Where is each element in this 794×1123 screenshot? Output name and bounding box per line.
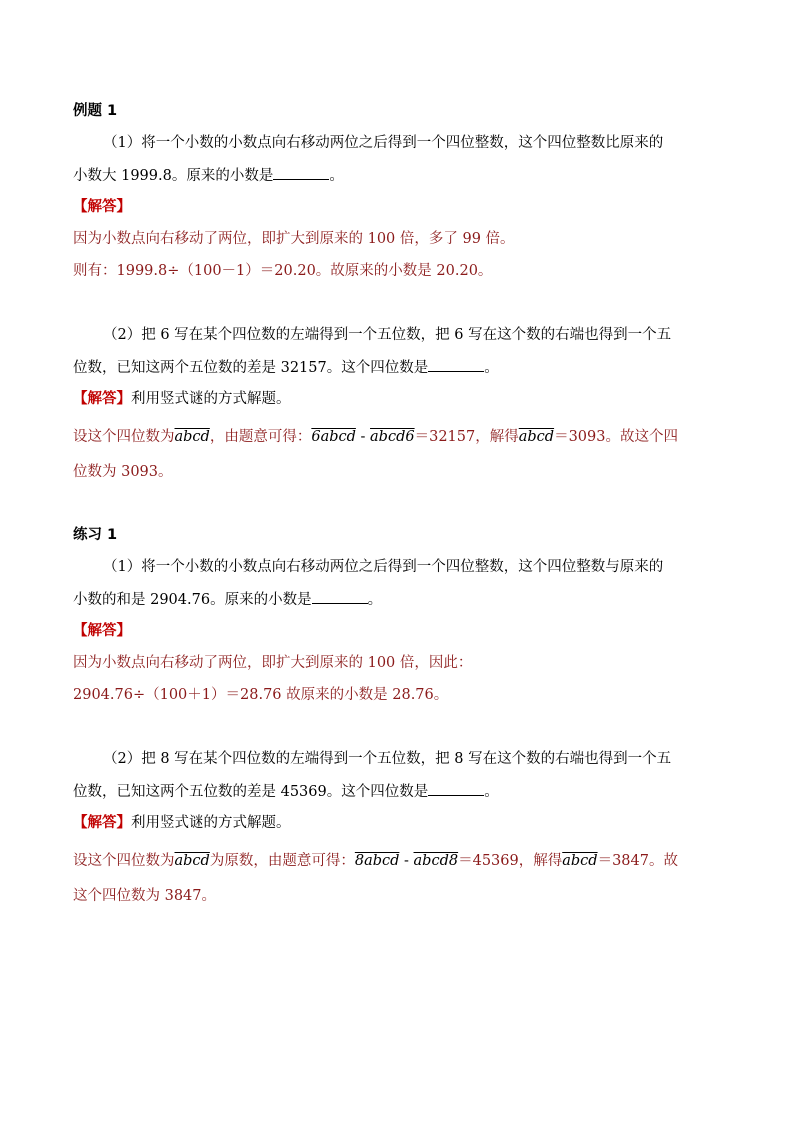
pr1-a2-text-a: 设这个四位数为 xyxy=(73,853,175,869)
pr1-a2-method: 利用竖式谜的方式解题。 xyxy=(131,815,291,831)
pr1-q1-line2-text: 小数的和是 2904.76。原来的小数是 xyxy=(73,592,312,608)
pr1-q1-line2 xyxy=(73,589,382,610)
ex1-q1-line2-end: 。 xyxy=(329,168,344,184)
math-abcd8: abcd8 xyxy=(413,853,459,869)
ex1-a2-text-c: ＝32157，解得 xyxy=(414,429,519,445)
math-6abcd: 6abcd xyxy=(311,429,356,445)
ex1-a2-text-a: 设这个四位数为 xyxy=(73,429,175,445)
practice-heading: 练习 1 xyxy=(73,527,118,543)
ex1-q2-line2 xyxy=(73,357,499,378)
answer-blank xyxy=(273,165,329,180)
answer-blank xyxy=(312,589,368,604)
pr1-q1-line2-end: 。 xyxy=(367,592,383,608)
ex1-a2-text-b: ，由题意可得： xyxy=(209,429,312,445)
ex1-q1-line2-text: 小数大 1999.8。原来的小数是 xyxy=(73,168,274,184)
pr1-q2-line1: （2）把 8 写在某个四位数的左端得到一个五位数，把 8 写在这个数的右端也得到一个五 xyxy=(103,751,672,767)
ex1-q2-line1: （2）把 6 写在某个四位数的左端得到一个五位数，把 6 写在这个数的右端也得到一个五 xyxy=(103,327,672,343)
pr1-a2-header xyxy=(73,813,291,833)
ex1-a2-text-d: ＝3093。故这个四 xyxy=(554,429,678,445)
answer-blank xyxy=(428,781,484,796)
answer-label: 【解答】 xyxy=(73,199,131,215)
pr1-a1-line2: 2904.76÷（100＋1）＝28.76 故原来的小数是 28.76。 xyxy=(73,687,449,703)
math-abcd6: abcd6 xyxy=(370,429,415,445)
ex1-a2-line2: 位数为 3093。 xyxy=(73,464,173,480)
ex1-a1-line2: 则有：1999.8÷（100－1）＝20.20。故原来的小数是 20.20。 xyxy=(73,263,493,279)
answer-blank xyxy=(428,357,484,372)
ex1-a1-line1: 因为小数点向右移动了两位，即扩大到原来的 100 倍，多了 99 倍。 xyxy=(73,231,515,247)
example-heading: 例题 1 xyxy=(73,103,118,119)
math-abcd: abcd xyxy=(562,853,598,869)
pr1-a2-text-d: ＝3847。故 xyxy=(597,853,678,869)
ex1-q1-line1: （1）将一个小数的小数点向右移动两位之后得到一个四位整数，这个四位整数比原来的 xyxy=(103,135,664,151)
pr1-q2-line2-end: 。 xyxy=(484,784,499,800)
ex1-a2-header xyxy=(73,389,291,409)
answer-label: 【解答】 xyxy=(73,815,131,831)
pr1-a2-text-b: 为原数，由题意可得： xyxy=(209,853,355,869)
ex1-q2-line2-end: 。 xyxy=(484,360,499,376)
minus-sign: - xyxy=(355,429,371,445)
answer-label: 【解答】 xyxy=(73,391,131,407)
pr1-a2-line1 xyxy=(73,851,678,871)
minus-sign: - xyxy=(399,853,414,869)
ex1-q1-line2 xyxy=(73,165,344,186)
math-8abcd: 8abcd xyxy=(354,853,400,869)
ex1-a2-line1 xyxy=(73,427,678,447)
answer-label: 【解答】 xyxy=(73,623,131,639)
pr1-q2-line2-text: 位数，已知这两个五位数的差是 45369。这个四位数是 xyxy=(73,784,429,800)
pr1-a2-text-c: ＝45369，解得 xyxy=(458,853,563,869)
pr1-q2-line2 xyxy=(73,781,499,802)
ex1-q2-line2-text: 位数，已知这两个五位数的差是 32157。这个四位数是 xyxy=(73,360,429,376)
pr1-q1-line1: （1）将一个小数的小数点向右移动两位之后得到一个四位整数，这个四位整数与原来的 xyxy=(103,559,664,575)
pr1-a2-line2: 这个四位数为 3847。 xyxy=(73,888,217,904)
math-abcd: abcd xyxy=(174,853,210,869)
ex1-a2-method: 利用竖式谜的方式解题。 xyxy=(131,391,291,407)
math-abcd: abcd xyxy=(174,429,210,445)
pr1-a1-line1: 因为小数点向右移动了两位，即扩大到原来的 100 倍，因此： xyxy=(73,655,473,671)
math-abcd: abcd xyxy=(518,429,555,445)
